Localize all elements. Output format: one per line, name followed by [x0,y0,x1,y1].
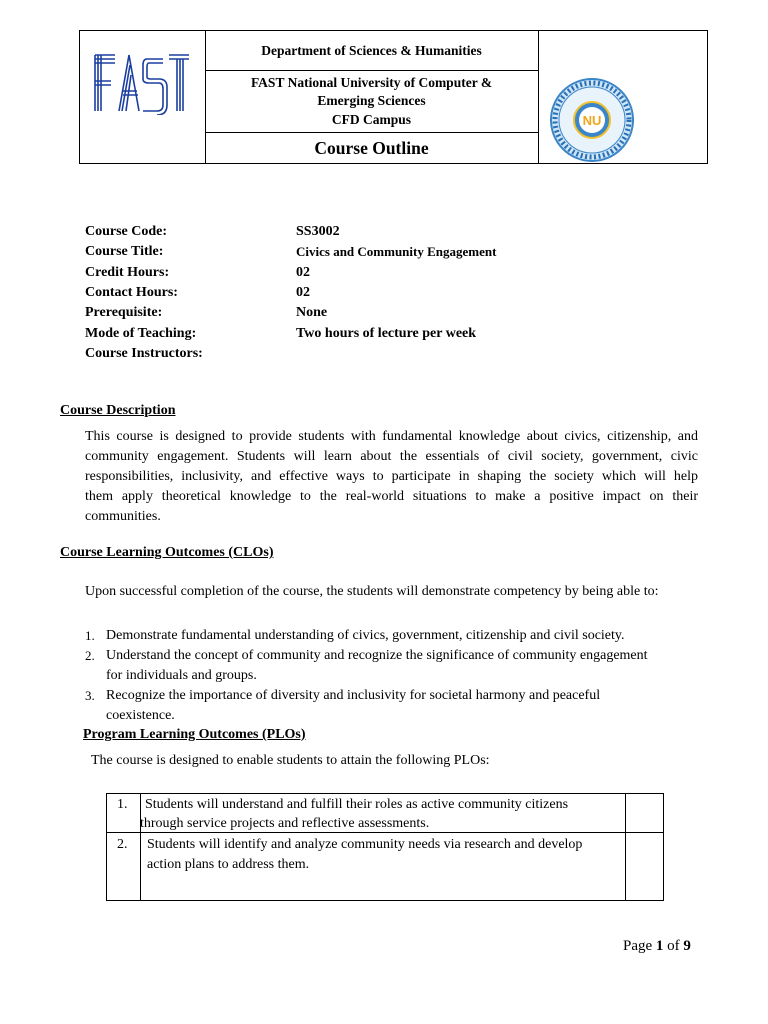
page-word: Page [623,938,653,954]
plo-table-divider [625,794,626,900]
course-description-text [85,427,698,527]
field-label: Prerequisite: [85,305,163,321]
plo-table-divider [140,794,141,900]
university-seal-logo [545,77,639,163]
department-name: Department of Sciences & Humanities [261,43,482,58]
plo-number: 1. [117,797,128,812]
clo-intro: Upon successful completion of the course, the students will demonstrate competency by being able to: [85,584,659,599]
plo-intro: The course is designed to enable students to attain the following PLOs: [91,753,490,768]
clo-item-text: Demonstrate fundamental understanding of civics, government, citizenship and civil society. [106,628,625,643]
plo-number: 2. [117,837,128,852]
description-line: This course is designed to provide students with fundamental knowledge about civics, citizenship, and [85,429,698,444]
header-divider [205,132,538,133]
description-line: responsibilities, inclusivity, and effective ways to participate in shaping the society which will help [85,469,698,484]
header-divider [538,31,539,163]
field-value: Civics and Community Engagement [296,244,497,260]
description-line: them apply theoretical knowledge to the real-world situations to make a positive impact on their [85,489,698,504]
field-value: 02 [296,284,310,300]
description-line: community engagement. Students will learn about the essentials of civil society, government, civic [85,449,698,464]
field-value: 02 [296,264,310,280]
field-value: None [296,305,328,321]
svg-text:NU: NU [582,113,602,128]
header-divider [205,70,538,71]
field-label: Course Instructors: [85,345,203,361]
current-page: 1 [655,938,664,954]
plo-table [106,793,664,901]
description-line: communities. [85,509,161,524]
campus-name: CFD Campus [331,112,412,127]
clo-number: 3. [85,688,95,703]
clo-item-text: for individuals and groups. [106,668,257,683]
field-label: Mode of Teaching: [85,325,197,341]
document-title: Course Outline [314,138,429,158]
clo-number: 1. [85,628,95,643]
fast-logo [93,51,191,115]
plo-row-text: Students will identify and analyze community needs via research and develop [147,837,583,852]
university-name-line1: FAST National University of Computer & [250,75,493,90]
of-word: of [667,938,680,954]
field-value: Two hours of lecture per week [296,325,477,341]
plo-row-text: Students will understand and fulfill their roles as active community citizens [145,797,569,812]
clo-number: 2. [85,648,95,663]
header-table [79,30,708,164]
clo-heading: Course Learning Outcomes (CLOs) [60,545,274,560]
field-label: Course Code: [85,224,168,239]
university-name-line2: Emerging Sciences [317,93,426,108]
field-value: SS3002 [296,224,340,239]
svg-text:FAST: FAST [141,89,144,90]
field-label: Course Title: [85,244,164,260]
field-label: Credit Hours: [85,264,170,280]
total-pages: 9 [683,938,691,954]
plo-heading: Program Learning Outcomes (PLOs) [83,727,306,742]
clo-item-text: Understand the concept of community and recognize the significance of community engagement [106,648,648,663]
field-label: Contact Hours: [85,284,178,300]
page-number [623,938,691,955]
clo-item-text: coexistence. [106,708,175,723]
plo-row-text: through service projects and reflective assessments. [140,816,430,831]
course-description-heading: Course Description [60,403,176,418]
plo-row-text: action plans to address them. [147,857,310,872]
clo-item-text: Recognize the importance of diversity and inclusivity for societal harmony and peaceful [106,688,601,703]
